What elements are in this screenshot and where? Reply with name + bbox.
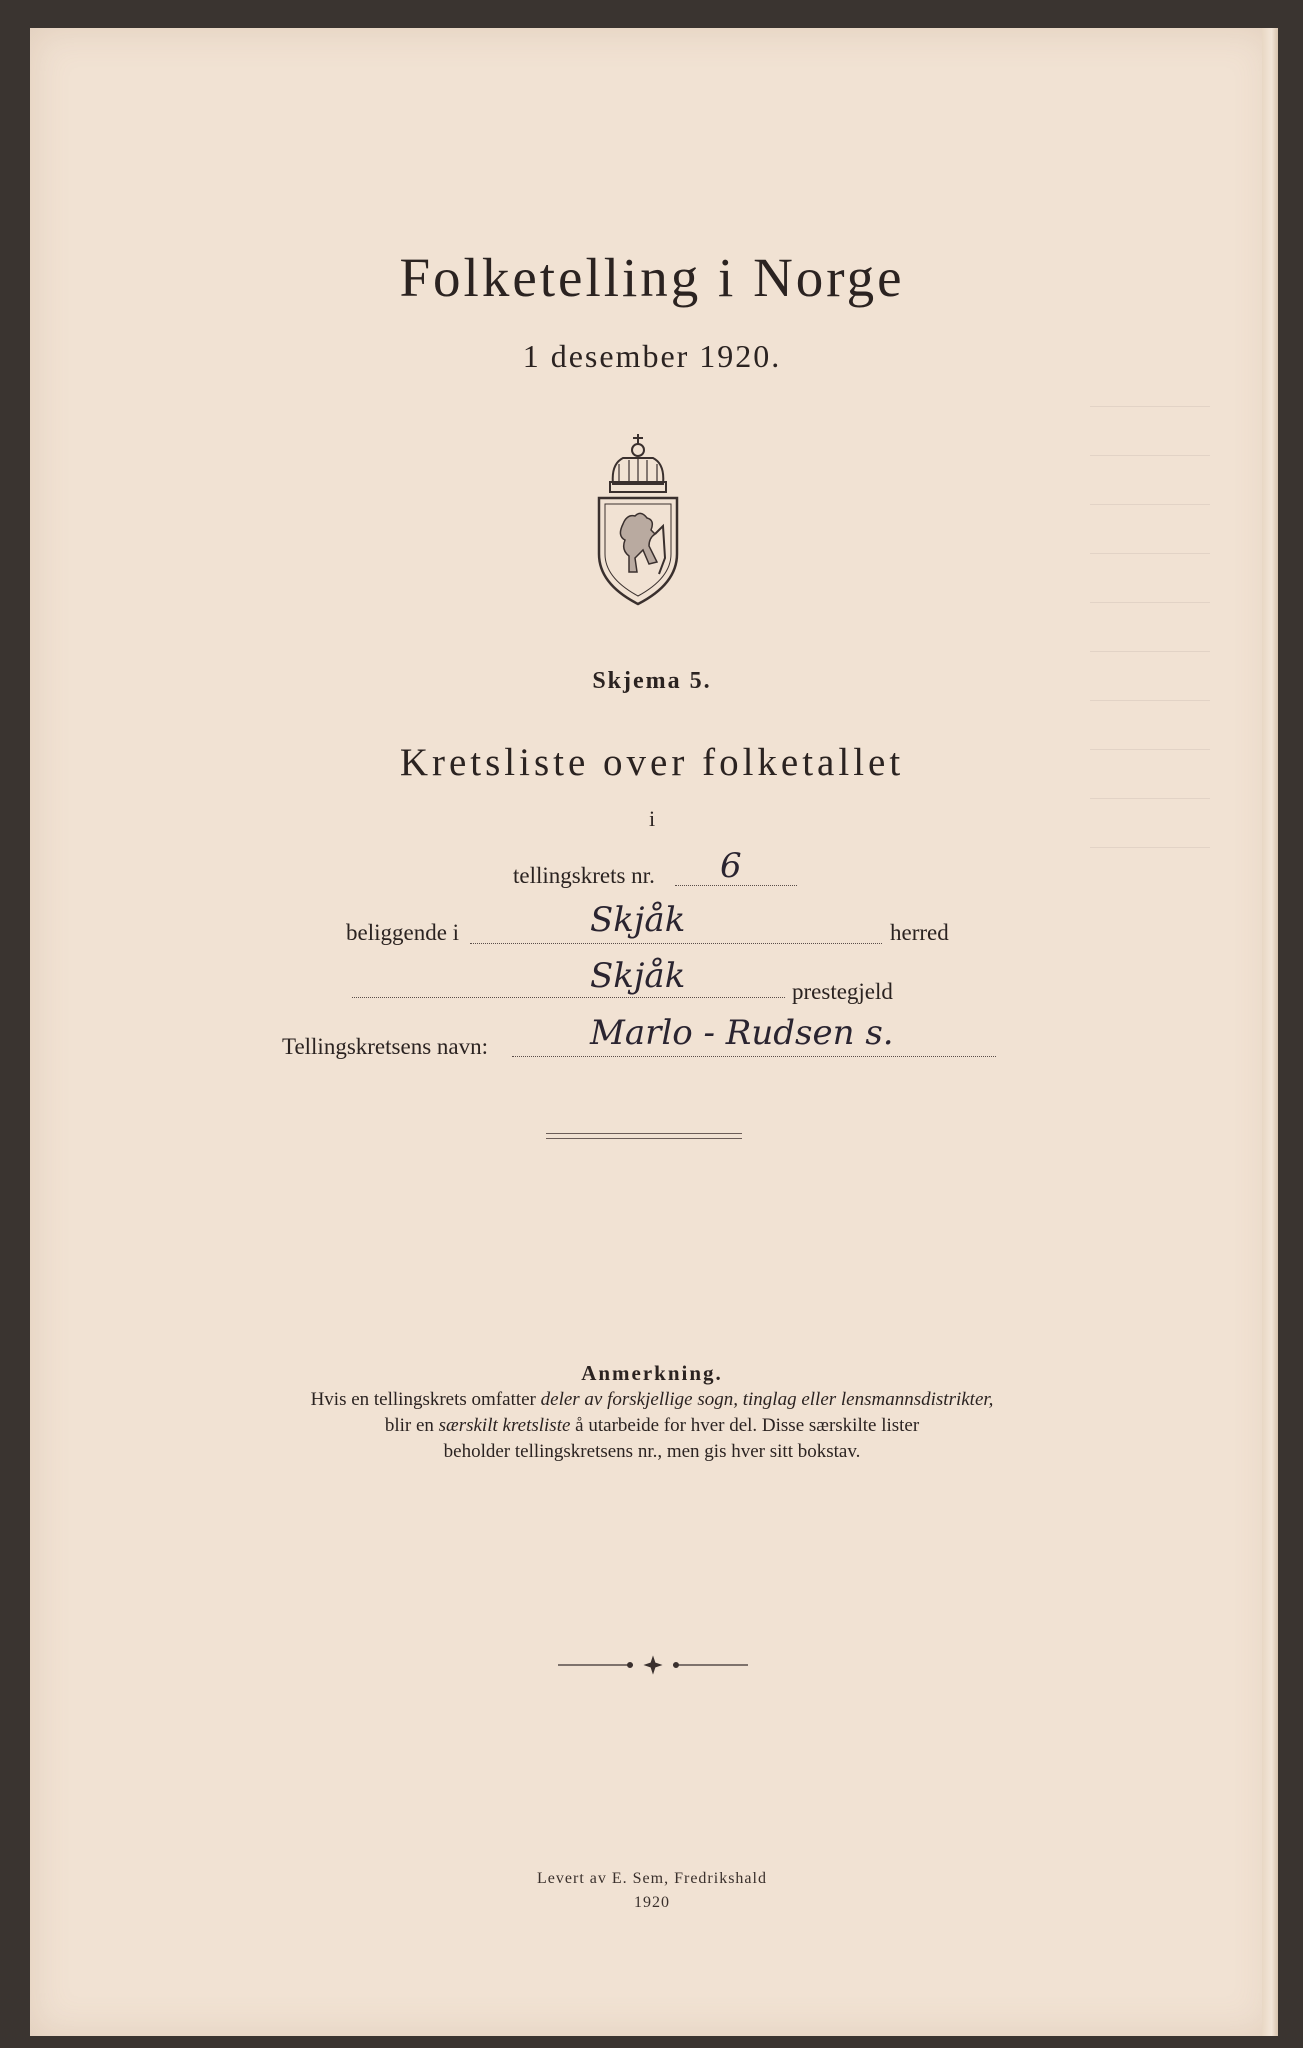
note-line-1 (30, 1389, 1274, 1411)
beliggende-label: beliggende i (346, 920, 460, 945)
prestegjeld-suffix: prestegjeld (792, 979, 893, 1004)
divider-rule-bottom (546, 1138, 742, 1139)
schema-label: Skjema 5. (592, 668, 712, 694)
note-line-2-plain-a: blir en (384, 1415, 439, 1436)
prestegjeld-line (352, 997, 785, 998)
printer-year: 1920 (634, 1894, 670, 1911)
form-subtitle: Kretsliste over folketallet (399, 741, 905, 784)
note-line-2-italic: særskilt kretsliste (438, 1415, 571, 1436)
preposition-i: i (648, 806, 656, 831)
krets-name-label: Tellingskretsens navn: (282, 1034, 488, 1059)
note-line-3: beholder tellingskretsens nr., men gis hver sitt bokstav. (443, 1441, 861, 1462)
form-date: 1 desember 1920. (522, 338, 782, 374)
form-title: Folketelling i Norge (399, 247, 905, 308)
herred-value: Skjåk (590, 900, 686, 940)
coat-of-arms-icon (593, 434, 683, 606)
krets-name-value: Marlo - Rudsen s. (590, 1013, 894, 1053)
prestegjeld-value: Skjåk (590, 956, 686, 996)
herred-suffix: herred (890, 920, 949, 945)
note-line-2 (30, 1415, 1274, 1437)
krets-number-value: 6 (720, 846, 742, 886)
page-edge (1262, 28, 1278, 2036)
divider-rule-top (546, 1133, 742, 1134)
note-line-1-italic: deler av forskjellige sogn, tinglag eller lensmannsdistrikter, (540, 1389, 994, 1410)
note-line-1-plain: Hvis en tellingskrets omfatter (310, 1389, 541, 1410)
printer-credit: Levert av E. Sem, Fredrikshald (537, 1870, 767, 1887)
note-heading: Anmerkning. (581, 1361, 723, 1385)
krets-name-line (512, 1056, 996, 1057)
krets-number-label: tellingskrets nr. (513, 863, 655, 888)
note-line-2-plain-b: å utarbeide for hver del. Disse særskilte lister (570, 1415, 920, 1436)
herred-line (470, 943, 882, 944)
ornament-divider-icon (558, 1655, 748, 1675)
census-form-page (30, 28, 1274, 2036)
